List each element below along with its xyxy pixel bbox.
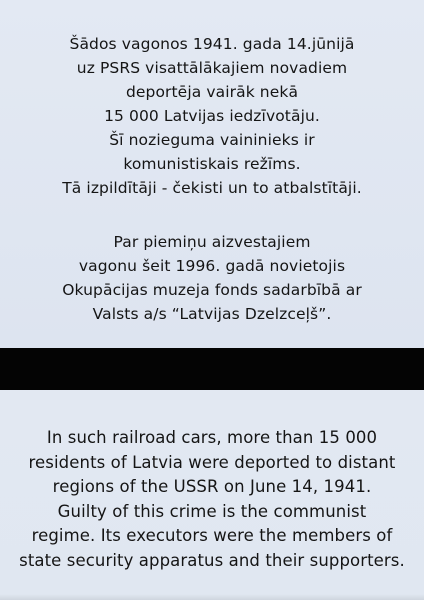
latvian-paragraph-2: [0, 230, 424, 326]
latvian-line: 15 000 Latvijas iedzīvotāju.: [104, 107, 320, 125]
english-line: In such railroad cars, more than 15 000: [46, 428, 378, 447]
latvian-line: komunistiskais režīms.: [123, 155, 301, 173]
latvian-line: Šī nozieguma vaininieks ir: [109, 131, 315, 149]
english-line: state security apparatus and their supporters.: [19, 550, 405, 570]
english-paragraph: [0, 426, 424, 573]
plaque-english-panel: [0, 390, 424, 600]
latvian-line: Valsts a/s “Latvijas Dzelzceļš”.: [92, 305, 332, 323]
latvian-line: Tā izpildītāji - čekisti un to atbalstītāji.: [62, 179, 362, 197]
latvian-line: Šādos vagonos 1941. gada 14.jūnijā: [69, 35, 355, 53]
latvian-line: deportēja vairāk nekā: [125, 83, 299, 101]
latvian-line: Okupācijas muzeja fonds sadarbībā ar: [62, 281, 362, 299]
latvian-line: vagonu šeit 1996. gadā novietojis: [78, 257, 346, 275]
latvian-line: Par piemiņu aizvestajiem: [113, 233, 311, 251]
latvian-paragraph-1: [0, 32, 424, 200]
english-line: regions of the USSR on June 14, 1941.: [52, 477, 372, 496]
english-line: residents of Latvia were deported to distant: [28, 452, 396, 472]
black-divider-band: [0, 348, 424, 390]
english-line: Guilty of this crime is the communist: [57, 501, 367, 521]
english-line: regime. Its executors were the members of: [31, 526, 393, 545]
latvian-line: uz PSRS visattālākajiem novadiem: [76, 59, 348, 77]
bottom-edge-shadow: [0, 594, 424, 600]
